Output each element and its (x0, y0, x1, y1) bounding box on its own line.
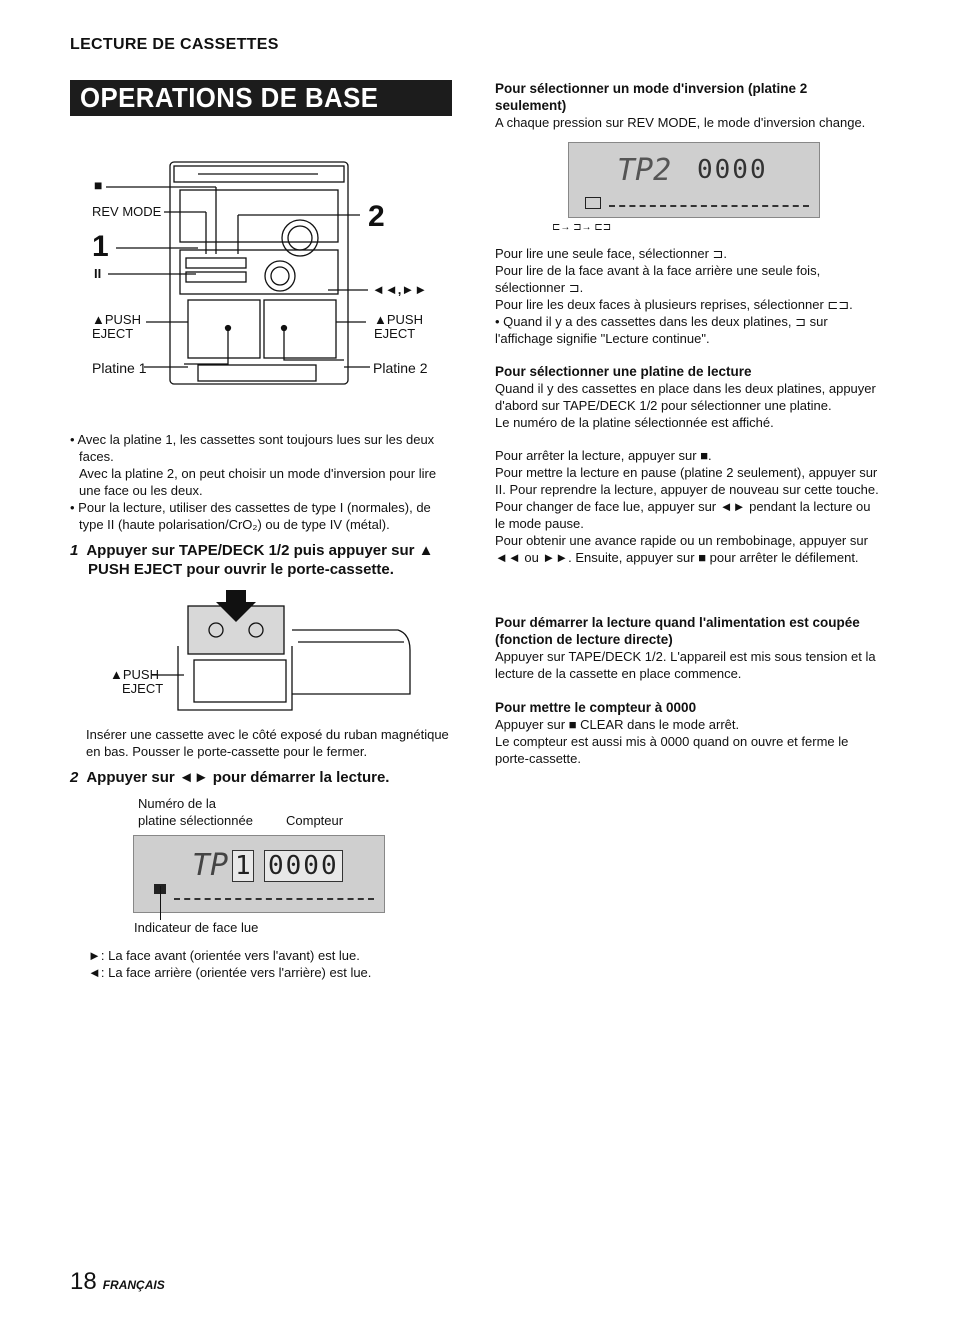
lcd-level-bar (174, 898, 374, 900)
lcd2-level-bar (609, 205, 809, 207)
insert-instructions: Insérer une cassette avec le côté exposé du ruban magnétique en bas. Pousser le porte-cassette pour le fermer. (86, 727, 449, 759)
deck1-label: Platine 1 (92, 360, 147, 376)
direct-play-heading: Pour démarrer la lecture quand l'alimentation est coupée (fonction de lecture directe) (495, 615, 860, 647)
banner-title: OPERATIONS DE BASE (80, 82, 379, 113)
stop-label: ■ (94, 177, 103, 193)
display-counter-label: Compteur (286, 813, 344, 828)
rev-single-side: Pour lire une seule face, sélectionner ⊐. (495, 246, 728, 261)
display-deck-label-a: Numéro de la (138, 796, 217, 811)
counter-reset-section (495, 699, 880, 767)
select-deck-heading: Pour sélectionner une platine de lecture (495, 364, 752, 379)
step-2-number: 2 (70, 769, 79, 786)
step-2-text: Appuyer sur ◄► pour démarrer la lecture. (86, 769, 390, 786)
pause-label: II (94, 266, 102, 281)
rev-mode-cycle: ⊏→ ⊐→ ⊏⊐ (552, 222, 612, 233)
side-indicator-leader (160, 886, 161, 920)
step-2 (70, 768, 454, 787)
lcd-display-deck1 (133, 835, 385, 913)
select-deck-section (495, 363, 880, 431)
lcd2-counter: 0000 (697, 155, 768, 185)
direct-play-text: Appuyer sur TAPE/DECK 1/2. L'appareil est mis sous tension et la lecture de la cassette en place commence. (495, 649, 876, 681)
lcd2-tp: TP2 (617, 153, 672, 188)
rev-mode-intro: A chaque pression sur REV MODE, le mode d'inversion change. (495, 115, 866, 130)
lcd-deck-number: 1 (232, 850, 254, 882)
cassette-holder-illustration (108, 590, 414, 715)
bullet-deck1: • Avec la platine 1, les cassettes sont toujours lues sur les deux faces. (70, 432, 435, 464)
page-banner (70, 80, 452, 116)
ff-rew-instruction: Pour obtenir une avance rapide ou un rembobinage, appuyer sur ◄◄ ou ►►. Ensuite, appuyer sur ■ pour arrêter le défilement. (495, 533, 868, 565)
step-1-text: Appuyer sur TAPE/DECK 1/2 puis appuyer sur ▲ PUSH EJECT pour ouvrir le porte-cassette. (86, 542, 434, 578)
rev-mode-details (495, 245, 880, 347)
select-deck-note: Le numéro de la platine sélectionnée est affiché. (495, 415, 774, 430)
insert-push-label: ▲PUSH (110, 667, 159, 682)
side-reverse-note: ◄: La face arrière (orientée vers l'arrière) est lue. (88, 965, 372, 980)
lcd-counter: 0000 (264, 850, 343, 882)
rev-mode-label: REV MODE (92, 204, 162, 219)
pause-instruction: Pour mettre la lecture en pause (platine 2 seulement), appuyer sur II. Pour reprendre la lecture, appuyer de nouveau sur cette touche. (495, 465, 879, 497)
stereo-unit-illustration (88, 150, 448, 395)
insert-eject-label: EJECT (122, 681, 164, 696)
step-1-number: 1 (70, 542, 79, 559)
display-deck-label-b: platine sélectionnée (138, 813, 253, 828)
change-side-instruction: Pour changer de face lue, appuyer sur ◄► pendant la lecture ou le mode pause. (495, 499, 871, 531)
eject-right: EJECT (374, 326, 416, 341)
eject-left: EJECT (92, 326, 134, 341)
rev-mode-section (495, 80, 880, 131)
bullet-deck2: Avec la platine 2, on peut choisir un mode d'inversion pour lire une face ou les deux. (79, 466, 437, 498)
lcd-tp: TP (192, 848, 229, 883)
side-indicator-label: Indicateur de face lue (134, 920, 259, 935)
deck2-label: Platine 2 (373, 360, 428, 376)
select-deck-text: Quand il y des cassettes en place dans les deux platines, appuyer d'abord sur TAPE/DECK 1/2 pour sélectionner une platine. (495, 381, 876, 413)
bullet-tape-types: • Pour la lecture, utiliser des cassettes de type I (normales), de type II (haute polarisation/CrO₂) ou de type IV (métal). (70, 500, 431, 532)
counter-reset-text: Appuyer sur ■ CLEAR dans le mode arrêt. (495, 717, 740, 732)
deck-notes (70, 431, 454, 533)
stop-instruction: Pour arrêter la lecture, appuyer sur ■. (495, 448, 712, 463)
page-footer (70, 1268, 165, 1296)
rev-repeat: Pour lire les deux faces à plusieurs reprises, sélectionner ⊏⊐. (495, 297, 853, 312)
rev-once: Pour lire de la face avant à la face arrière une seule fois, sélectionner ⊐. (495, 263, 821, 295)
callout-1: 1 (92, 230, 109, 263)
section-label: LECTURE DE CASSETTES (70, 36, 279, 53)
callout-2: 2 (368, 200, 385, 233)
push-eject-left: ▲PUSH (92, 312, 141, 327)
language-label: FRANÇAIS (102, 1278, 165, 1292)
page-number: 18 (70, 1268, 97, 1295)
playback-controls-section (495, 447, 880, 566)
rev-mode-heading: Pour sélectionner un mode d'inversion (platine 2 seulement) (495, 81, 808, 113)
push-eject-right: ▲PUSH (374, 312, 423, 327)
rev-continuous-note: • Quand il y a des cassettes dans les deux platines, ⊐ sur l'affichage signifie "Lecture continue". (495, 314, 828, 346)
counter-reset-note: Le compteur est aussi mis à 0000 quand on ouvre et ferme le porte-cassette. (495, 734, 849, 766)
ff-rew-label: ◄◄,►► (372, 282, 428, 297)
stereo-diagram (88, 150, 448, 395)
lcd-display-deck2 (568, 142, 820, 218)
insert-diagram (108, 590, 414, 715)
counter-reset-heading: Pour mettre le compteur à 0000 (495, 700, 697, 715)
direct-play-section (495, 614, 880, 682)
step-1 (70, 541, 454, 579)
rev-mode-icon (585, 197, 601, 209)
side-forward-note: ►: La face avant (orientée vers l'avant) est lue. (88, 948, 360, 963)
